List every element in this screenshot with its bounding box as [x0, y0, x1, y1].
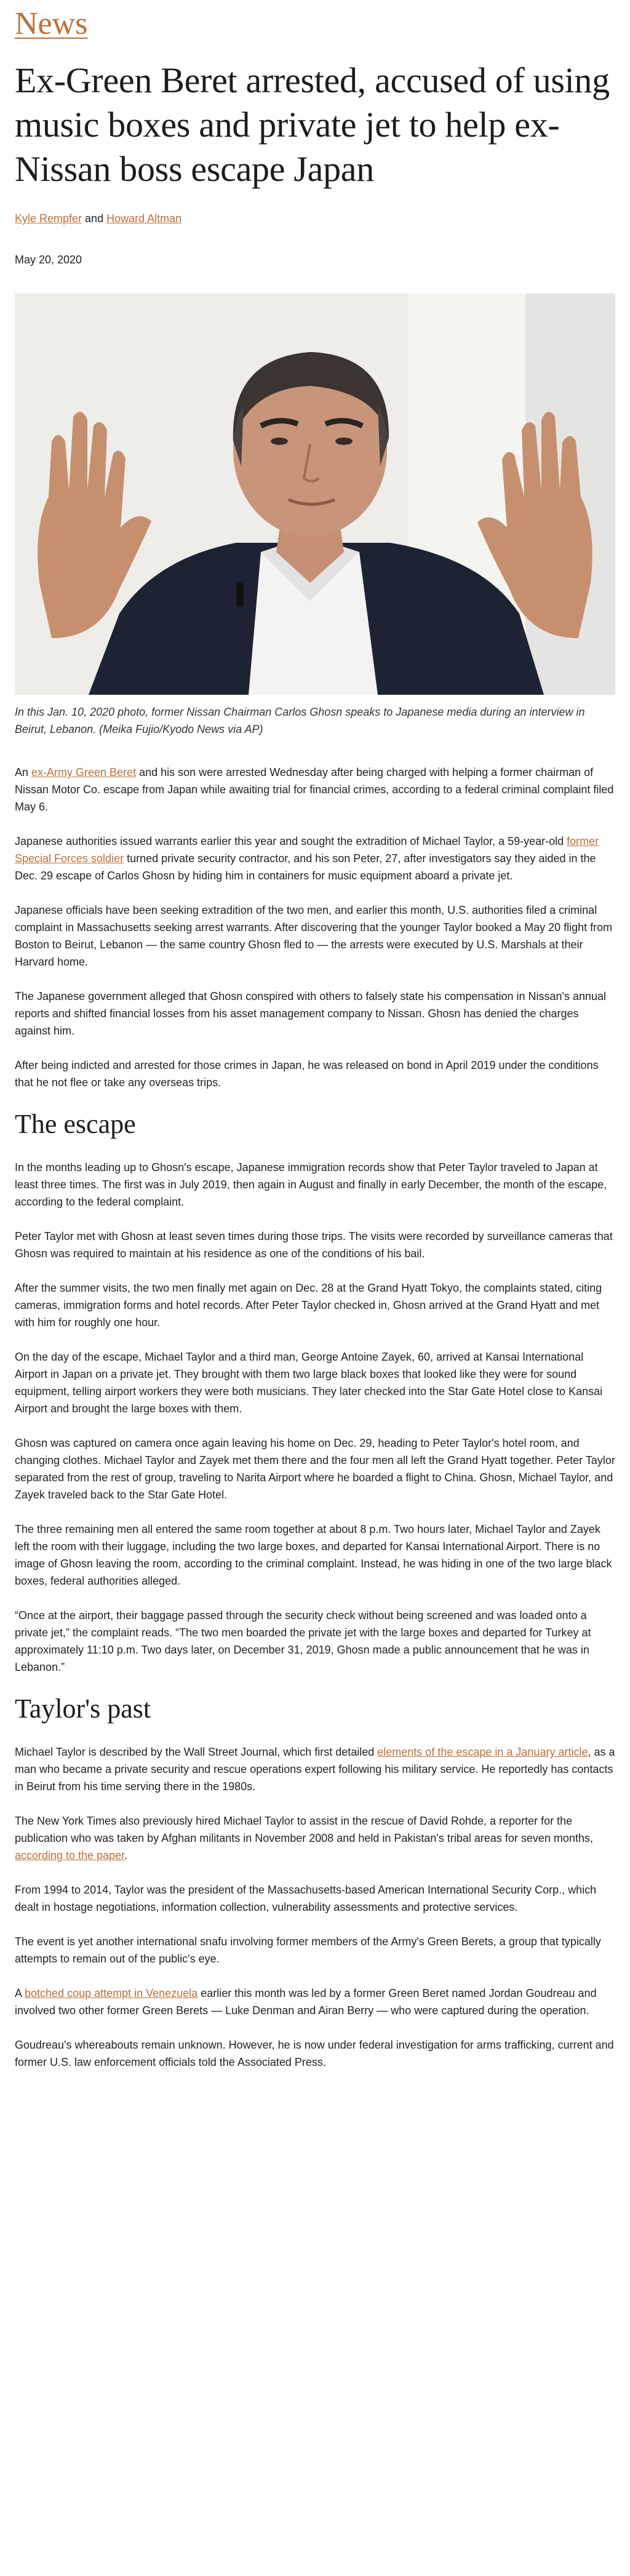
inline-link[interactable]: elements of the escape in a January article [377, 1746, 588, 1759]
paragraph: In the months leading up to Ghosn's escape, Japanese immigration records show that Peter Taylor traveled to Japan at least three times. The first was in July 2019, then again in August and finally in early December, the month of the escape, according to the federal complaint. [15, 1161, 607, 1209]
section-heading: Taylor's past [15, 1694, 151, 1724]
section-link-news[interactable]: News [15, 6, 88, 41]
paragraph [15, 764, 615, 815]
paragraph: After being indicted and arrested for those crimes in Japan, he was released on bond in April 2019 under the conditions that he not flee or take any overseas trips. [15, 1059, 599, 1089]
paragraph-text: and his son were arrested Wednesday after being charged with helping a former chairman of Nissan Motor Co. escape from Japan while awaiting trial for financial crimes, according to a federal criminal complaint filed May 6. [15, 766, 614, 814]
paragraph: After the summer visits, the two men finally met again on Dec. 28 at the Grand Hyatt Tokyo, the complaints stated, citing cameras, immigration forms and hotel records. After Peter Taylor checked in, Ghosn arrived at the Grand Hyatt and met with him for roughly one hour. [15, 1282, 602, 1329]
article-photo [15, 294, 615, 695]
paragraph: Peter Taylor met with Ghosn at least seven times during those trips. The visits were recorded by surveillance cameras that Ghosn was required to maintain at his residence as one of the conditions of his bail. [15, 1230, 613, 1260]
paragraph: The Japanese government alleged that Ghosn conspired with others to falsely state his compensation in Nissan's annual reports and shifted financial losses from his asset management company to Nissan. Ghosn has denied the charges against him. [15, 990, 606, 1038]
paragraph: On the day of the escape, Michael Taylor and a third man, George Antoine Zayek, 60, arrived at Kansai International Airport in Japan on a private jet. They brought with them two large black boxes that looked like they were for sound equipment, telling airport workers they were both musicians. They later checked into the Star Gate Hotel close to Kansai Airport and brought the large boxes with them. [15, 1351, 603, 1415]
author-link[interactable]: Howard Altman [106, 212, 182, 225]
paragraph: Goudreau's whereabouts remain unknown. However, he is now under federal investigation for arms trafficking, current and former U.S. law enforcement officials told the Associated Press. [15, 2039, 614, 2069]
paragraph-text: earlier this month was led by a former Green Beret named Jordan Goudreau and involved two other former Green Berets — Luke Denman and Airan Berry — who were captured during the operation. [15, 1987, 597, 2017]
byline-separator: and [82, 212, 107, 225]
paragraph: Japanese officials have been seeking extradition of the two men, and earlier this month, U.S. authorities filed a criminal complaint in Massachusetts seeking arrest warrants. After discovering that the younger Taylor booked a May 20 flight from Boston to Beirut, Lebanon — the same country Ghosn fled to — the arrests were executed by U.S. Marshals at their Harvard home. [15, 904, 613, 969]
paragraph-text: A [15, 1987, 25, 2000]
paragraph-text: , as a man who became a private security and rescue operations expert following his military service. He reportedly has contacts in Beirut from his time serving there in the 1980s. [15, 1746, 615, 1793]
inline-link[interactable]: ex-Army Green Beret [31, 766, 137, 779]
photo-illustration [15, 294, 615, 695]
paragraph: The three remaining men all entered the same room together at about 8 p.m. Two hours later, Michael Taylor and Zayek left the room with their luggage, including the two large boxes, and departed for Kansai International Airport. There is no image of Ghosn leaving the room, according to the criminal complaint. Instead, he was hiding in one of the two large black boxes, federal authorities alleged. [15, 1523, 612, 1588]
paragraph-text: . [124, 1849, 128, 1862]
paragraph: From 1994 to 2014, Taylor was the president of the Massachusetts-based American International Security Corp., which dealt in hostage negotiations, information collection, vulnerability assessments and protective services. [15, 1884, 597, 1914]
inline-link[interactable]: botched coup attempt in Venezuela [25, 1987, 198, 2000]
paragraph: The event is yet another international snafu involving former members of the Army's Green Berets, a group that typically attempts to remain out of the public's eye. [15, 1935, 601, 1966]
paragraph-text: Japanese authorities issued warrants earlier this year and sought the extradition of Michael Taylor, a 59-year-old [15, 835, 567, 848]
paragraph-text: An [15, 766, 32, 779]
section-heading: The escape [15, 1109, 136, 1140]
byline [15, 212, 615, 225]
inline-link[interactable]: former Special Forces soldier [15, 835, 599, 865]
paragraph-text: Michael Taylor is described by the Wall Street Journal, which first detailed [15, 1746, 378, 1759]
paragraph: Ghosn was captured on camera once again leaving his home on Dec. 29, heading to Peter Taylor's hotel room, and changing clothes. Michael Taylor and Zayek met them there and the four men all left the Grand Hyatt together. Peter Taylor separated from the rest of group, traveling to Narita Airport where he boarded a flight to China. Ghosn, Michael Taylor, and Zayek traveled back to the Star Gate Hotel. [15, 1437, 615, 1502]
paragraph-text: turned private security contractor, and his son Peter, 27, after investigators say they aided in the Dec. 29 escape of Carlos Ghosn by hiding him in containers for music equipment aboard a private jet. [15, 852, 596, 882]
paragraph [15, 1812, 615, 1864]
inline-link[interactable]: according to the paper [15, 1849, 125, 1862]
paragraph-text: The New York Times also previously hired Michael Taylor to assist in the rescue of David Rohde, a reporter for the publication who was taken by Afghan militants in November 2008 and held in Pakistan's tribal areas for seven months, [15, 1815, 593, 1845]
paragraph [15, 833, 615, 884]
photo-caption: In this Jan. 10, 2020 photo, former Nissan Chairman Carlos Ghosn speaks to Japanese media during an interview in Beirut, Lebanon. (Meika Fujio/Kyodo News via AP) [15, 706, 585, 736]
author-link[interactable]: Kyle Rempfer [15, 212, 82, 225]
publish-date: May 20, 2020 [15, 254, 82, 266]
article-title: Ex-Green Beret arrested, accused of using music boxes and private jet to help ex-Nissan boss escape Japan [15, 60, 610, 190]
paragraph: “Once at the airport, their baggage passed through the security check without being screened and was loaded onto a private jet,” the complaint reads. “The two men boarded the private jet with the large boxes and departed for Turkey at approximately 11:10 p.m. Two days later, on December 31, 2019, Ghosn made a public announcement that he was in Lebanon.” [15, 1609, 591, 1674]
paragraph [15, 1743, 615, 1795]
paragraph [15, 1985, 615, 2019]
